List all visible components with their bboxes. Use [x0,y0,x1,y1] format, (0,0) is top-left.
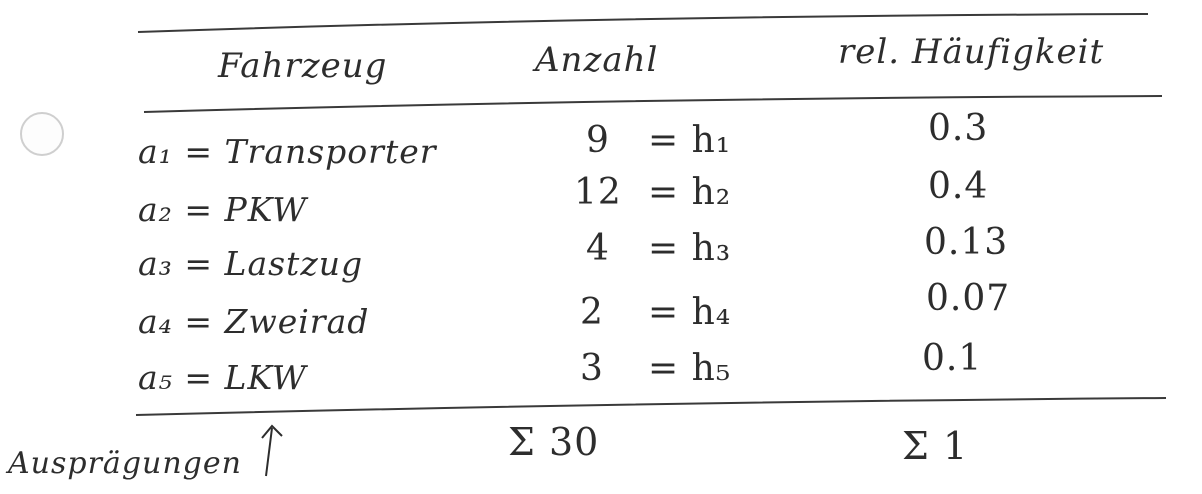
row-4-count: 2 [580,292,604,333]
row-3-count: 4 [586,228,610,269]
row-5-h: = h₅ [648,348,732,389]
row-2-rel: 0.4 [928,166,989,207]
annotation-label: Ausprägungen [8,446,242,481]
sum-rel: Σ 1 [902,424,969,468]
row-3-rel: 0.13 [924,222,1009,263]
row-4-h: = h₄ [648,292,732,333]
row-3-h: = h₃ [648,228,732,269]
row-1-h: = h₁ [648,120,732,161]
row-2-label: a₂ = PKW [138,190,308,229]
row-5-rel: 0.1 [922,338,983,379]
row-2-h: = h₂ [648,172,732,213]
row-1-rel: 0.3 [928,108,989,149]
header-rel-freq: rel. Häufigkeit [838,32,1105,72]
row-2-count: 12 [574,172,622,213]
row-4-label: a₄ = Zweirad [138,302,370,341]
top-rule [138,14,1148,32]
row-1-label: a₁ = Transporter [138,132,437,171]
bottom-rule [136,398,1166,415]
row-5-label: a₅ = LKW [138,358,307,397]
row-4-rel: 0.07 [926,278,1011,319]
row-3-label: a₃ = Lastzug [138,244,364,283]
header-count: Anzahl [535,40,659,80]
punch-hole [20,112,64,156]
header-vehicle: Fahrzeug [218,46,388,86]
row-1-count: 9 [586,120,610,161]
row-5-count: 3 [580,348,604,389]
up-arrow-icon [252,420,292,480]
header-rule [144,96,1162,112]
sum-count: Σ 30 [508,420,600,464]
